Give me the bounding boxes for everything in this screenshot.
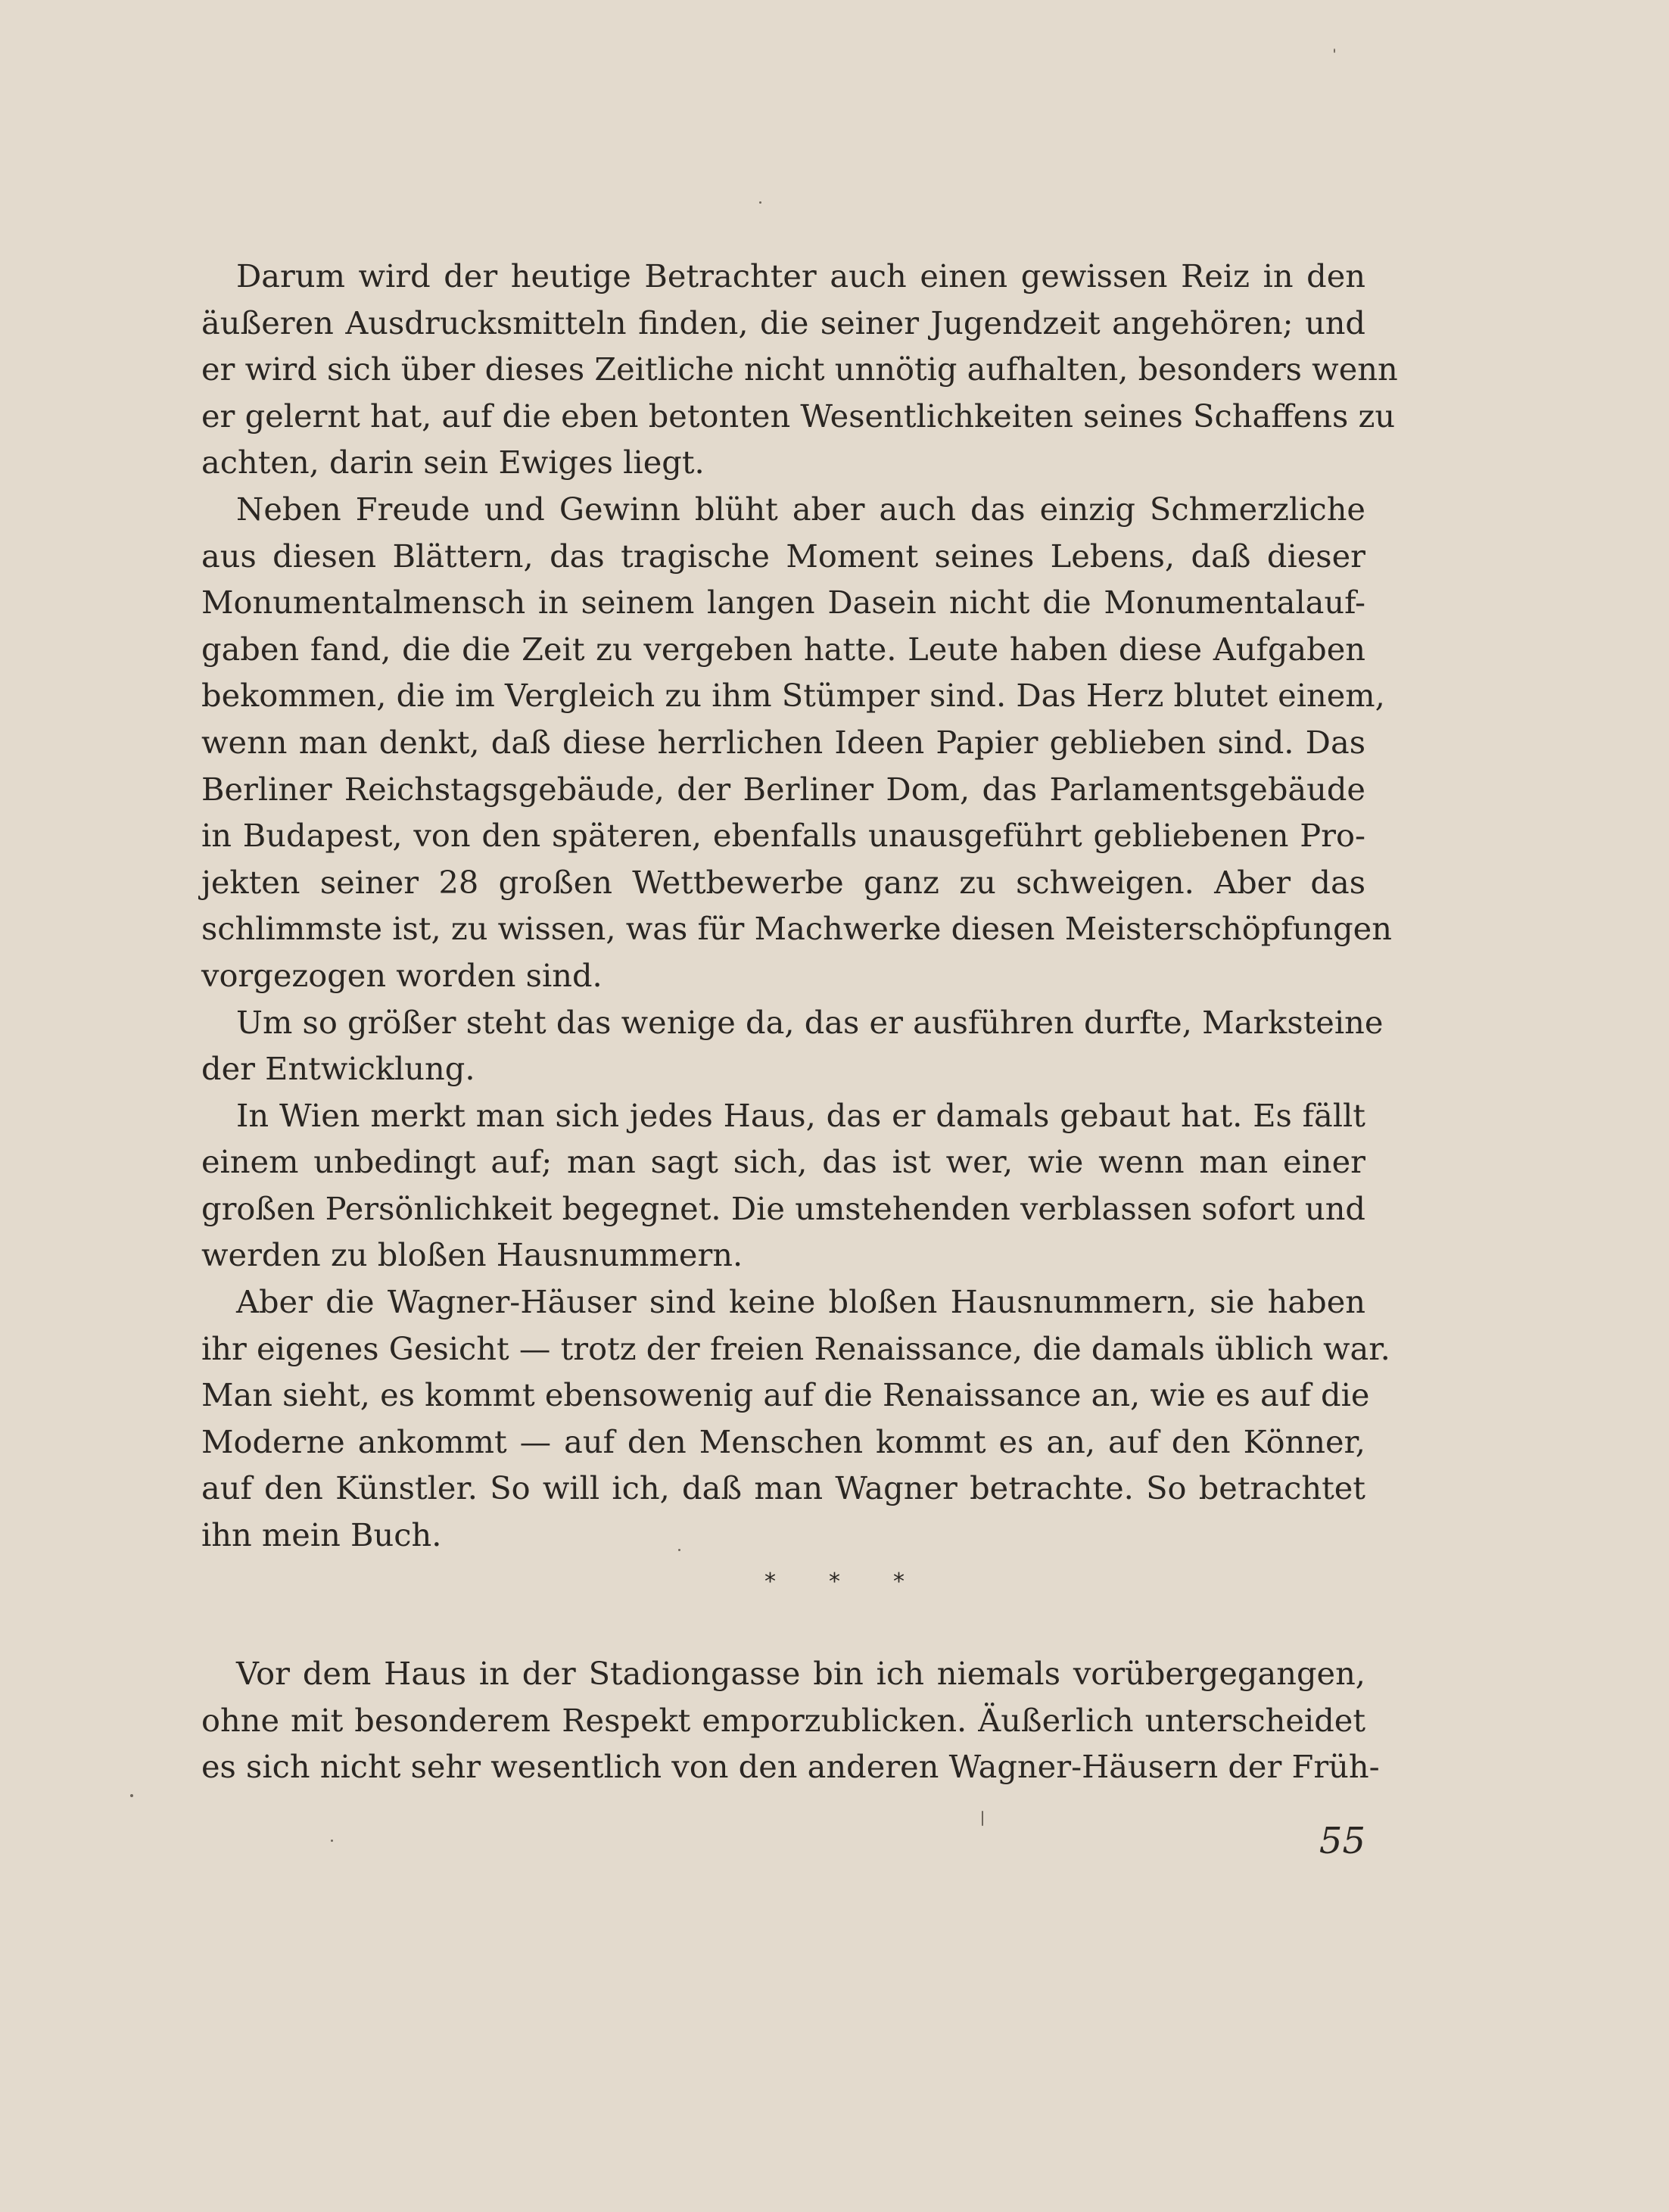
- star-icon: *: [764, 1569, 776, 1595]
- star-icon: *: [829, 1569, 840, 1595]
- text-line: er gelernt hat, auf die eben betonten Wesentlichkeiten seines Schaffens zu: [201, 397, 1396, 435]
- text-line: großen Persönlichkeit begegnet. Die umstehenden verblassen sofort und: [201, 1189, 1365, 1227]
- text-line: In Wien merkt man sich jedes Haus, das er damals gebaut hat. Es fällt: [236, 1096, 1365, 1134]
- section-divider: [0, 1559, 1669, 1605]
- text-line: auf den Künstler. So will ich, daß man Wagner betrachte. So betrachtet: [201, 1469, 1365, 1507]
- paper-speck: [678, 1549, 680, 1551]
- main-text: [201, 253, 1398, 1559]
- text-line: jekten seiner 28 großen Wettbewerbe ganz zu schweigen. Aber das: [201, 863, 1365, 901]
- text-line: es sich nicht sehr wesentlich von den anderen Wagner-Häusern der Früh-: [201, 1748, 1380, 1786]
- text-line: ohne mit besonderem Respekt emporzublicken. Äußerlich unterscheidet: [201, 1701, 1365, 1739]
- paper-speck: [130, 1794, 133, 1797]
- paper-speck: [982, 1811, 983, 1826]
- paper-speck: [759, 201, 761, 204]
- text-line: Aber die Wagner-Häuser sind keine bloßen Hausnummern, sie haben: [236, 1283, 1365, 1321]
- text-line: einem unbedingt auf; man sagt sich, das ist wer, wie wenn man einer: [201, 1143, 1365, 1181]
- text-line: äußeren Ausdrucksmitteln finden, die seiner Jugendzeit angehören; und: [201, 304, 1365, 341]
- text-line: Moderne ankommt — auf den Menschen kommt es an, auf den Könner,: [201, 1422, 1365, 1460]
- text-line: bekommen, die im Vergleich zu ihm Stümper sind. Das Herz blutet einem,: [201, 677, 1385, 715]
- text-line: der Entwicklung.: [201, 1050, 475, 1088]
- text-line: Vor dem Haus in der Stadiongasse bin ich niemals vorübergegangen,: [236, 1655, 1365, 1692]
- star-icon: *: [893, 1569, 905, 1595]
- text-line: vorgezogen worden sind.: [201, 956, 603, 994]
- text-line: Berliner Reichstagsgebäude, der Berliner Dom, das Parlamentsgebäude: [201, 770, 1365, 808]
- paper-speck: [1334, 48, 1335, 53]
- text-line: Man sieht, es kommt ebensowenig auf die Renaissance an, wie es auf die: [201, 1376, 1370, 1414]
- paper-speck: [331, 1840, 333, 1842]
- continued-text: [201, 1650, 1380, 1790]
- text-line: ihr eigenes Gesicht — trotz der freien Renaissance, die damals üblich war.: [201, 1329, 1390, 1367]
- text-line: werden zu bloßen Hausnummern.: [201, 1236, 743, 1274]
- text-line: aus diesen Blättern, das tragische Moment seines Lebens, daß dieser: [201, 537, 1365, 575]
- text-line: gaben fand, die die Zeit zu vergeben hatte. Leute haben diese Aufgaben: [201, 630, 1365, 668]
- text-line: in Budapest, von den späteren, ebenfalls unausgeführt gebliebenen Pro-: [201, 817, 1365, 855]
- page-number: 55: [1319, 1820, 1365, 1862]
- text-line: achten, darin sein Ewiges liegt.: [201, 444, 705, 481]
- text-line: wenn man denkt, daß diese herrlichen Ideen Papier geblieben sind. Das: [201, 723, 1365, 761]
- text-line: ihn mein Buch.: [201, 1516, 442, 1554]
- text-line: Monumentalmensch in seinem langen Dasein nicht die Monumentalauf-: [201, 584, 1365, 622]
- text-line: Darum wird der heutige Betrachter auch einen gewissen Reiz in den: [236, 257, 1365, 294]
- text-line: er wird sich über dieses Zeitliche nicht unnötig aufhalten, besonders wenn: [201, 350, 1398, 388]
- text-line: Neben Freude und Gewinn blüht aber auch das einzig Schmerzliche: [236, 490, 1365, 528]
- text-line: Um so größer steht das wenige da, das er ausführen durfte, Marksteine: [236, 1003, 1384, 1041]
- text-line: schlimmste ist, zu wissen, was für Machwerke diesen Meisterschöpfungen: [201, 910, 1392, 948]
